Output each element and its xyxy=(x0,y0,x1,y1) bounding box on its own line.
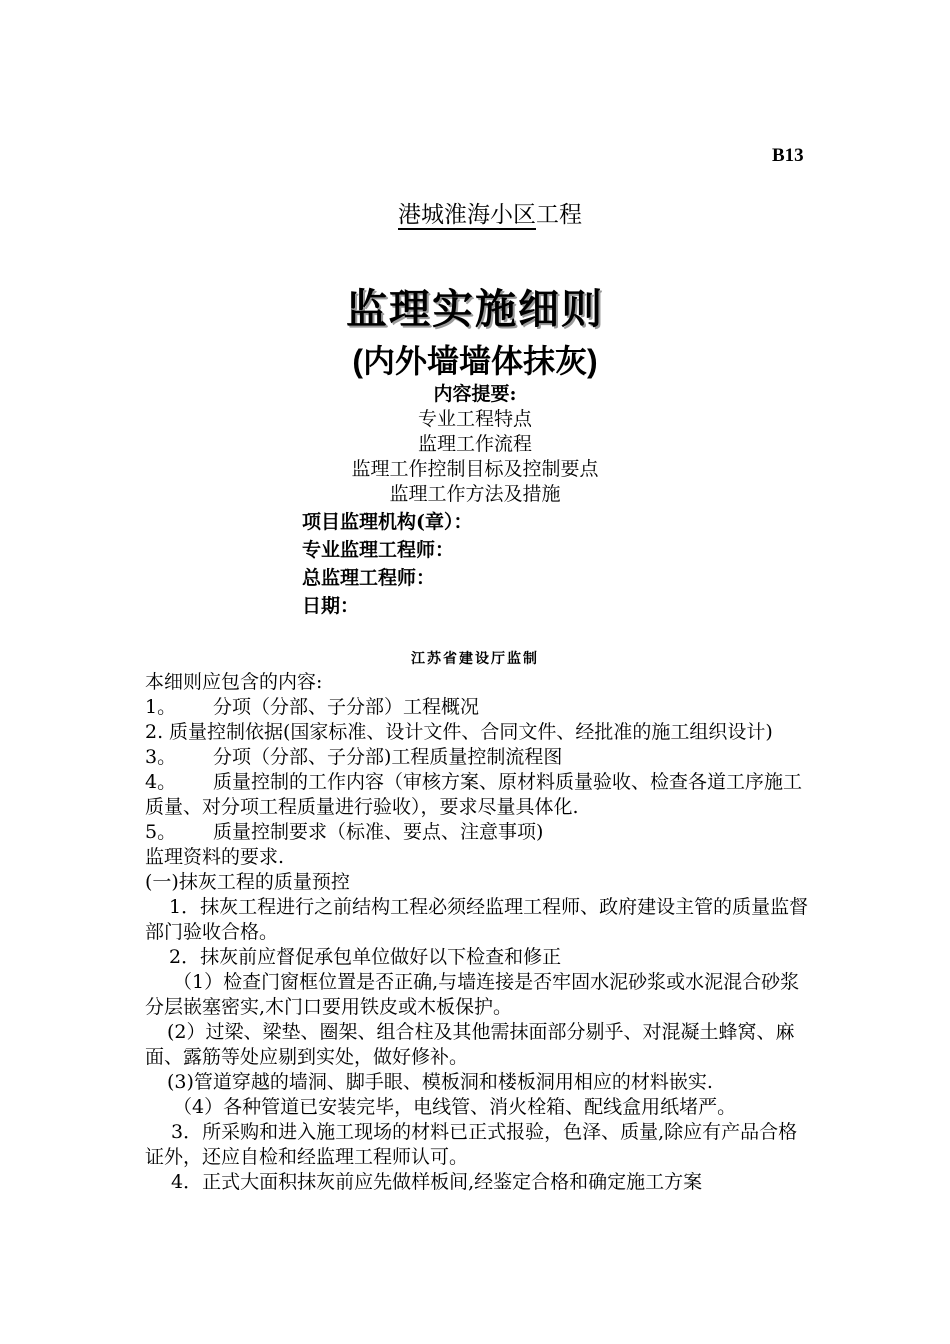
body-item xyxy=(145,820,810,845)
signoff-engineer: 专业监理工程师： xyxy=(302,539,455,561)
body-paragraph: （1）检查门窗框位置是否正确,与墙连接是否牢固水泥砂浆或水泥混合砂浆分层嵌塞密实,木门口要用铁皮或木板保护。 xyxy=(145,971,800,1018)
project-suffix: 工程 xyxy=(536,202,582,228)
project-line xyxy=(0,196,950,229)
item-number: 3。 xyxy=(145,746,177,768)
document-body xyxy=(145,670,810,1195)
signoff-block xyxy=(302,508,473,620)
item-text: 分项（分部、子分部)工程质量控制流程图 xyxy=(213,746,563,768)
body-line: 监理资料的要求. xyxy=(145,846,285,868)
contents-item: 监理工作控制目标及控制要点 xyxy=(351,458,599,480)
signoff-date: 日期： xyxy=(302,595,360,617)
body-item xyxy=(145,695,810,720)
body-paragraph: 4．正式大面积抹灰前应先做样板间,经鉴定合格和确定施工方案 xyxy=(171,1171,703,1193)
project-name: 港城淮海小区 xyxy=(398,202,536,228)
body-paragraph: 1．抹灰工程进行之前结构工程必须经监理工程师、政府建设主管的质量监督部门验收合格。 xyxy=(145,896,809,943)
body-intro: 本细则应包含的内容: xyxy=(145,671,323,693)
issuer-line: 江苏省建设厅监制 xyxy=(411,651,539,667)
item-number: 2. xyxy=(145,721,164,743)
contents-heading: 内容提要: xyxy=(433,383,517,405)
item-number: 5。 xyxy=(145,821,177,843)
section-heading: (一)抹灰工程的质量预控 xyxy=(145,871,350,893)
body-paragraph: （4）各种管道已安装完毕，电线管、消火栓箱、配线盒用纸堵严。 xyxy=(173,1096,737,1118)
body-paragraph: 3．所采购和进入施工现场的材料已正式报验，色泽、质量,除应有产品合格证外，还应自检和经监理工程师认可。 xyxy=(145,1121,798,1168)
item-text: 质量控制要求（标准、要点、注意事项) xyxy=(213,821,544,843)
body-paragraph: 2．抹灰前应督促承包单位做好以下检查和修正 xyxy=(169,946,562,968)
body-item xyxy=(145,770,810,820)
body-paragraph: (2）过梁、梁垫、圈架、组合柱及其他需抹面部分剔乎、对混凝土蜂窝、麻面、露筋等处应剔到实处，做好修补。 xyxy=(145,1021,795,1068)
contents-item: 专业工程特点 xyxy=(417,408,532,430)
item-text: 质量控制的工作内容（审核方案、原材料质量验收、检查各道工序施工质量、对分项工程质量进行验收），要求尽量具体化. xyxy=(145,771,803,818)
signoff-org: 项目监理机构(章）： xyxy=(302,511,473,533)
item-number: 4。 xyxy=(145,771,177,793)
item-number: 1。 xyxy=(145,696,177,718)
body-paragraph: (3)管道穿越的墙洞、脚手眼、模板洞和楼板洞用相应的材料嵌实. xyxy=(167,1071,713,1093)
document-code: B13 xyxy=(772,145,804,166)
signoff-chief: 总监理工程师： xyxy=(302,567,436,589)
document-title: 监理实施细则 xyxy=(346,285,604,333)
body-item xyxy=(145,720,810,745)
item-text: 分项（分部、子分部）工程概况 xyxy=(213,696,480,718)
contents-item: 监理工作流程 xyxy=(417,433,532,455)
body-item xyxy=(145,745,810,770)
contents-item: 监理工作方法及措施 xyxy=(389,483,561,505)
item-text: 质量控制依据(国家标准、设计文件、合同文件、经批准的施工组织设计) xyxy=(169,721,773,743)
contents-summary xyxy=(0,382,950,507)
document-subtitle: (内外墙墙体抹灰) xyxy=(352,343,598,379)
